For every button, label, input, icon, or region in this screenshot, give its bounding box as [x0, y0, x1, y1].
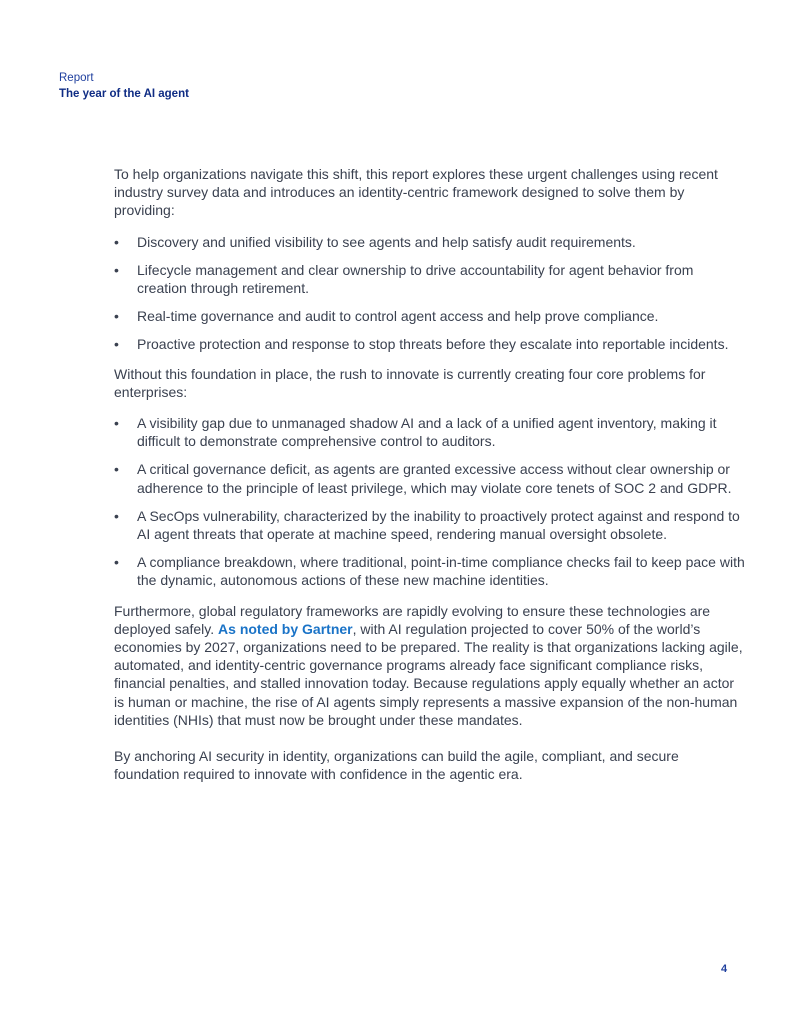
bullet: • [114, 336, 119, 353]
bullet: • [114, 308, 119, 325]
list-item-text: Proactive protection and response to stop threats before they escalate into reportable incidents. [137, 336, 729, 353]
list-item [114, 460, 746, 496]
bullet: • [114, 261, 119, 278]
list-item [114, 414, 746, 450]
list-item-text: Real-time governance and audit to control agent access and help prove compliance. [137, 308, 659, 325]
report-title: The year of the AI agent [59, 88, 189, 100]
list-item [114, 553, 746, 589]
conclusion-paragraph: By anchoring AI security in identity, organizations can build the agile, compliant, and secure foundation required to innovate with confidence in the agentic era. [114, 748, 679, 783]
regulatory-text-before: Furthermore, global regulatory frameworks are rapidly evolving to ensure these technologies are deployed safely. [114, 602, 711, 637]
bullet: • [114, 233, 119, 250]
report-label: Report [59, 72, 94, 84]
list-item-text: Discovery and unified visibility to see agents and help satisfy audit requirements. [137, 233, 636, 250]
bullet: • [114, 507, 119, 524]
regulatory-paragraph [114, 602, 746, 729]
solutions-list [114, 233, 746, 354]
list-item-text: A critical governance deficit, as agents are granted excessive access without clear ownership or adherence to the principle of least privilege, which may violate core tenets of SOC 2 and GDPR. [137, 461, 732, 496]
gartner-link[interactable]: As noted by Gartner [218, 620, 353, 637]
bullet: • [114, 415, 119, 432]
list-item-text: A visibility gap due to unmanaged shadow AI and a lack of a unified agent inventory, making it difficult to demonstrate comprehensive control to auditors. [137, 415, 717, 450]
intro-paragraph: To help organizations navigate this shift, this report explores these urgent challenges using recent industry survey data and introduces an identity-centric framework designed to solve them by providing: [114, 166, 718, 219]
page-number: 4 [721, 963, 728, 975]
list-item [114, 261, 746, 297]
list-item [114, 233, 746, 251]
bullet: • [114, 554, 119, 571]
list-item-text: Lifecycle management and clear ownership to drive accountability for agent behavior from creation through retirement. [137, 261, 694, 297]
report-header [59, 70, 189, 102]
main-content [114, 165, 746, 783]
list-item-text: A compliance breakdown, where traditional, point-in-time compliance checks fail to keep pace with the dynamic, autonomous actions of these new machine identities. [137, 554, 745, 589]
list-item [114, 507, 746, 543]
bullet: • [114, 461, 119, 478]
problems-list [114, 414, 746, 590]
regulatory-text-after: , with AI regulation projected to cover 50% of the world’s economies by 2027, organizations need to be prepared. The reality is that organizations lacking agile, automated, and identity-centric governance programs already face significant compliance risks, financial penalties, and stalled innovation today. Because regulations apply equally whether an actor is human or machine, the rise of AI agents simply represents a massive expansion of the non-human identities (NHIs) that must now be brought under these mandates. [114, 620, 743, 728]
problems-intro-paragraph: Without this foundation in place, the rush to innovate is currently creating four core problems for enterprises: [114, 365, 706, 400]
list-item [114, 335, 746, 353]
list-item [114, 307, 746, 325]
list-item-text: A SecOps vulnerability, characterized by the inability to proactively protect against and respond to AI agent threats that operate at machine speed, rendering manual oversight obsolete. [137, 507, 740, 543]
